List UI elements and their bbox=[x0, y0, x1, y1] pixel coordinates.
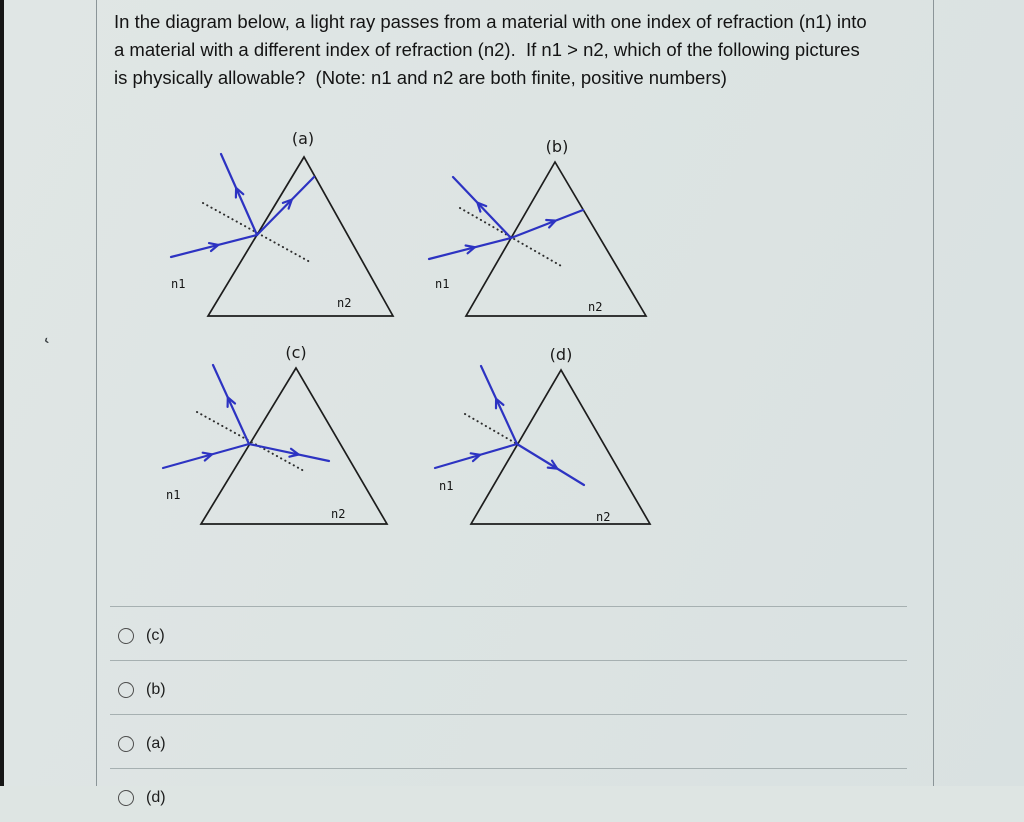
option-row-d[interactable] bbox=[110, 768, 907, 822]
diagram-label: (a) bbox=[291, 129, 315, 148]
reflected-ray bbox=[213, 365, 249, 444]
refracted-ray bbox=[511, 210, 583, 238]
prism-triangle bbox=[471, 370, 650, 524]
radio-button-a[interactable] bbox=[118, 736, 134, 752]
question-line-2: a material with a different index of refraction (n2). If n1 > n2, which of the following pictures bbox=[114, 39, 860, 60]
reflected-ray bbox=[481, 366, 517, 444]
option-label-d: (d) bbox=[146, 789, 166, 806]
incident-ray bbox=[171, 235, 257, 257]
incident-ray bbox=[429, 238, 511, 259]
option-row-b[interactable] bbox=[110, 660, 907, 714]
diagram-b bbox=[420, 132, 660, 325]
question-text bbox=[114, 8, 867, 92]
refracted-ray bbox=[249, 444, 329, 461]
option-row-a[interactable] bbox=[110, 714, 907, 768]
diagram-label: (d) bbox=[549, 345, 573, 364]
option-label-c: (c) bbox=[146, 627, 165, 644]
n1-label: n1 bbox=[166, 488, 181, 502]
refracted-ray bbox=[517, 444, 584, 485]
option-label-a: (a) bbox=[146, 735, 166, 752]
reflected-ray bbox=[221, 154, 257, 235]
radio-button-b[interactable] bbox=[118, 682, 134, 698]
answer-options bbox=[110, 606, 907, 822]
reflected-ray bbox=[453, 177, 511, 238]
n2-label: n2 bbox=[588, 300, 603, 314]
prism-triangle bbox=[208, 157, 393, 316]
stray-cursor-mark: ‹ bbox=[41, 331, 51, 348]
page-left-edge-line bbox=[96, 0, 97, 786]
n2-label: n2 bbox=[596, 510, 611, 524]
option-label-b: (b) bbox=[146, 681, 166, 698]
incident-ray bbox=[163, 444, 249, 468]
incident-ray bbox=[435, 444, 517, 468]
prism-triangle bbox=[201, 368, 387, 524]
page-right-edge-line bbox=[933, 0, 934, 786]
option-row-c[interactable] bbox=[110, 606, 907, 660]
prism-triangle bbox=[466, 162, 646, 316]
diagram-d bbox=[425, 342, 665, 532]
diagram-label: (c) bbox=[285, 343, 307, 362]
diagram-label: (b) bbox=[545, 137, 569, 156]
left-edge-bar bbox=[0, 0, 4, 786]
question-line-3: is physically allowable? (Note: n1 and n2 are both finite, positive numbers) bbox=[114, 67, 727, 88]
radio-button-c[interactable] bbox=[118, 628, 134, 644]
n1-label: n1 bbox=[171, 277, 186, 291]
n2-label: n2 bbox=[337, 296, 352, 310]
n2-label: n2 bbox=[331, 507, 346, 521]
radio-button-d[interactable] bbox=[118, 790, 134, 806]
n1-label: n1 bbox=[439, 479, 454, 493]
refracted-ray bbox=[257, 177, 314, 235]
question-line-1: In the diagram below, a light ray passes from a material with one index of refraction (n1) into bbox=[114, 11, 867, 32]
diagram-a bbox=[160, 128, 400, 325]
n1-label: n1 bbox=[435, 277, 450, 291]
diagram-c bbox=[152, 342, 400, 532]
